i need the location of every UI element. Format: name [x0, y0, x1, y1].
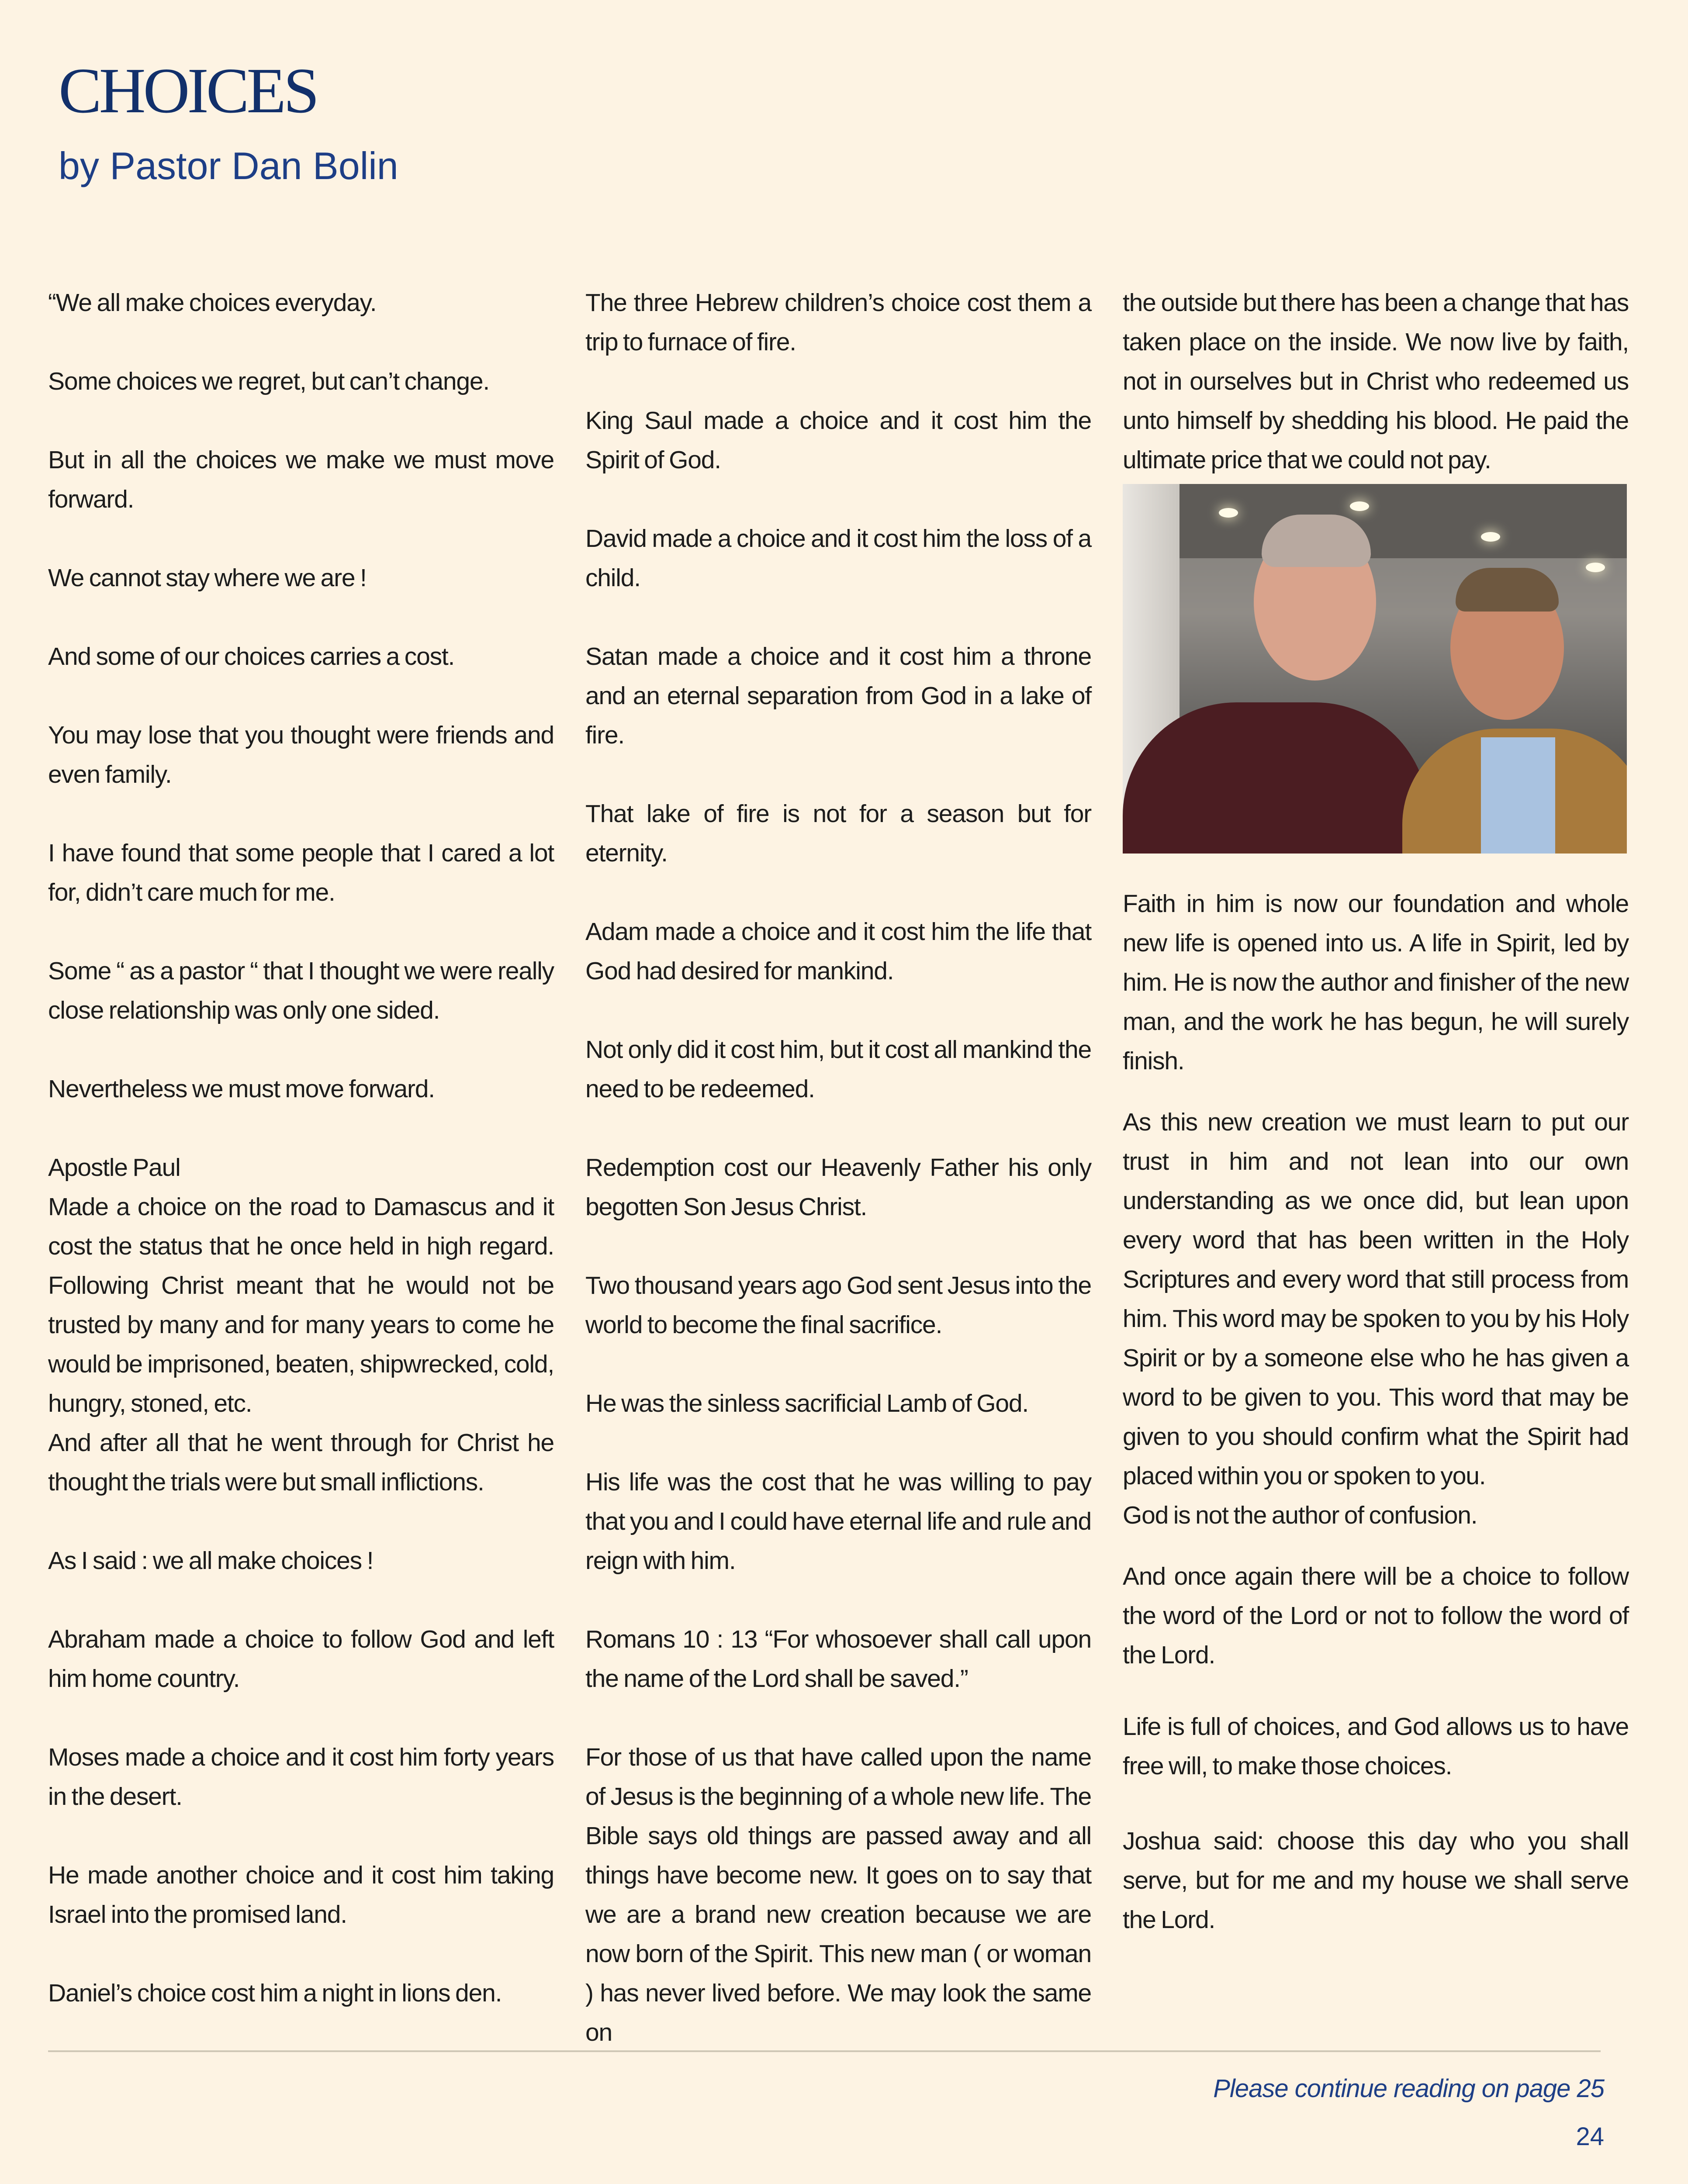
paragraph: We cannot stay where we are !	[48, 564, 367, 592]
paragraph: Life is full of choices, and God allows us to have free will, to make those choices.	[1123, 1713, 1629, 1780]
paragraph: You may lose that you thought were friends and even family.	[48, 721, 554, 788]
paragraph: As I said : we all make choices !	[48, 1547, 374, 1575]
paragraph: Joshua said: choose this day who you shall serve, but for me and my house we shall serve the Lord.	[1123, 1827, 1629, 1934]
paragraph: Redemption cost our Heavenly Father his only begotten Son Jesus Christ.	[585, 1154, 1091, 1221]
paragraph: Made a choice on the road to Damascus and it cost the status that he once held in high regard. Following Christ meant that he would not be trusted by many and for many years to come he would be imprisoned, beaten, shipwrecked, cold, hungry, stoned, etc.	[48, 1193, 554, 1417]
paragraph: David made a choice and it cost him the loss of a child.	[585, 525, 1091, 592]
paragraph: His life was the cost that he was willing to pay that you and I could have eternal life and rule and reign with him.	[585, 1468, 1091, 1575]
continue-reading-note: Please continue reading on page 25	[1213, 2074, 1604, 2103]
paragraph: Adam made a choice and it cost him the life that God had desired for mankind.	[585, 918, 1091, 985]
paragraph: Faith in him is now our foundation and whole new life is opened into us. A life in Spirit, led by him. He is now the author and finisher of the new man, and the work he has begun, he will surely finish.	[1123, 890, 1629, 1075]
pastors-photo	[1123, 484, 1627, 854]
paragraph: He was the sinless sacrificial Lamb of God.	[585, 1389, 1029, 1417]
person-hair-shape	[1456, 568, 1559, 612]
paragraph: Two thousand years ago God sent Jesus into the world to become the final sacrifice.	[585, 1272, 1091, 1339]
paragraph: But in all the choices we make we must move forward.	[48, 446, 554, 513]
paragraph: Abraham made a choice to follow God and left him home country.	[48, 1625, 554, 1693]
ceiling-light-icon	[1350, 501, 1369, 511]
paragraph: As this new creation we must learn to put our trust in him and not lean into our own understanding as we once did, but lean upon every word that has been written in the Holy Scriptures and every word that still process from him. This word may be spoken to you by his Holy Spirit or by a someone else who he has given a word to be given to you. This word that may be given to you should confirm what the Spirit had placed within you or spoken to you.	[1123, 1108, 1629, 1490]
paragraph: Romans 10 : 13 “For whosoever shall call upon the name of the Lord shall be saved.”	[585, 1625, 1091, 1693]
article-title: CHOICES	[59, 55, 317, 127]
paragraph: Some “ as a pastor “ that I thought we were really close relationship was only one sided.	[48, 957, 554, 1024]
person-hair-shape	[1262, 515, 1371, 567]
paragraph: God is not the author of confusion.	[1123, 1501, 1477, 1529]
article-column-2	[585, 283, 1091, 2052]
article-byline: by Pastor Dan Bolin	[59, 144, 398, 187]
paragraph: King Saul made a choice and it cost him the Spirit of God.	[585, 407, 1091, 474]
paragraph: Daniel’s choice cost him a night in lions den.	[48, 1979, 502, 2007]
article-column-3	[1123, 283, 1629, 1939]
ceiling-light-icon	[1586, 563, 1605, 572]
paragraph: And once again there will be a choice to follow the word of the Lord or not to follow the word of the Lord.	[1123, 1562, 1629, 1669]
paragraph: Not only did it cost him, but it cost all mankind the need to be redeemed.	[585, 1036, 1091, 1103]
shirt-shape	[1481, 737, 1555, 854]
paragraph: And some of our choices carries a cost.	[48, 643, 455, 670]
paragraph: He made another choice and it cost him taking Israel into the promised land.	[48, 1861, 554, 1928]
paragraph: For those of us that have called upon the name of Jesus is the beginning of a whole new life. The Bible says old things are passed away and all things have become new. It goes on to say that we are a brand new creation because we are now born of the Spirit. This new man ( or woman ) has never lived before. We may look the same on	[585, 1743, 1091, 2046]
paragraph: The three Hebrew children’s choice cost them a trip to furnace of fire.	[585, 289, 1091, 356]
paragraph: And after all that he went through for Christ he thought the trials were but small inflictions.	[48, 1429, 554, 1496]
paragraph-heading: Apostle Paul	[48, 1154, 180, 1182]
paragraph: Moses made a choice and it cost him forty years in the desert.	[48, 1743, 554, 1811]
paragraph: I have found that some people that I cared a lot for, didn’t care much for me.	[48, 839, 554, 906]
ceiling-light-icon	[1481, 532, 1500, 542]
person-shape	[1123, 702, 1429, 854]
paragraph: That lake of fire is not for a season but for eternity.	[585, 800, 1091, 867]
footer-divider	[48, 2050, 1601, 2052]
paragraph: Satan made a choice and it cost him a throne and an eternal separation from God in a lake of fire.	[585, 643, 1091, 749]
paragraph: the outside but there has been a change that has taken place on the inside. We now live by faith, not in ourselves but in Christ who redeemed us unto himself by shedding his blood. He paid the ultimate price that we could not pay.	[1123, 289, 1629, 474]
ceiling-shape	[1123, 484, 1627, 558]
paragraph: Some choices we regret, but can’t change.	[48, 367, 490, 395]
article-column-1	[48, 283, 554, 2013]
ceiling-light-icon	[1219, 508, 1238, 518]
page-number: 24	[1576, 2122, 1604, 2151]
paragraph: “We all make choices everyday.	[48, 289, 377, 317]
paragraph: Nevertheless we must move forward.	[48, 1075, 435, 1103]
